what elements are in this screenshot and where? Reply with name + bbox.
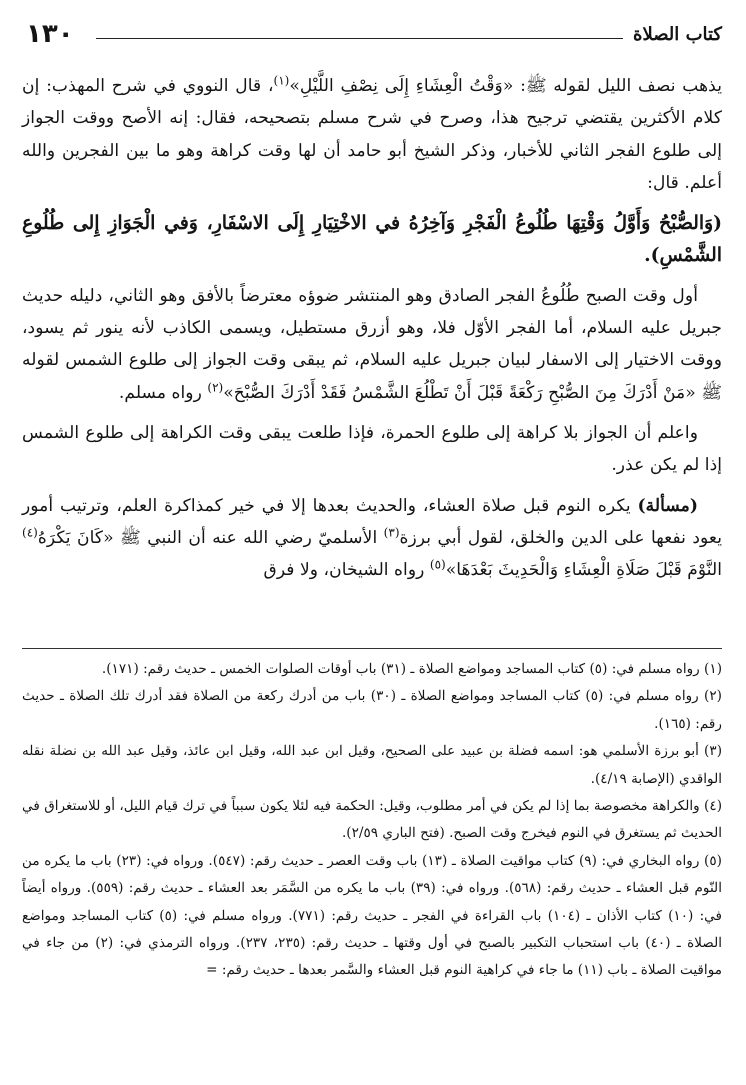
footnote-5: (٥) رواه البخاري في: (٩) كتاب مواقيت الصلاة ـ (١٣) باب وقت العصر ـ حديث رقم: (٥٤٧). ورواه في: (٢٣) باب ما يكره من النّوم قبل العشاء ـ حديث رقم: (٥٦٨). ورواه في: (٣٩) باب ما يكره من السَّمَر بعد العشاء ـ حديث رقم: (٥٥٩). ورواه أيضاً في: (١٠) كتاب الأذان ـ (١٠٤) باب القراءة في الفجر ـ حديث رقم: (٧٧١). ورواه مسلم في: (٥) كتاب المساجد ومواضع الصلاة ـ (٤٠) باب استحباب التكبير بالصبح في أول وقتها ـ حديث رقم: (٢٣٥، ٢٣٧). ورواه الترمذي في: (٢) من جاء في مواقيت الصلاة ـ باب (١١) ما جاء في كراهية النوم قبل العشاء والسَّمر بعدها ـ حديث رقم: = (22, 852, 723, 979)
footnote-divider (22, 648, 722, 649)
book-page (22, 14, 722, 1074)
footnote-ref-3: (٣) (383, 525, 400, 540)
footnote-1: (١) رواه مسلم في: (٥) كتاب المساجد ومواضع الصلاة ـ (٣١) باب أوقات الصلوات الخمس ـ حديث رقم: (١٧١). (101, 661, 722, 677)
main-text (22, 70, 722, 586)
paragraph-4: واعلم أن الجواز بلا كراهة إلى طلوع الحمرة، فإذا طلعت يبقى وقت الكراهة إلى طلوع الشمس إذا لم يكن عذر. (22, 422, 722, 476)
hadith-quote-1: «وَقْتُ الْعِشَاءِ إِلَى نِصْفِ اللَّيْلِ» (289, 76, 514, 96)
footnote-ref-5: (٥) (429, 557, 446, 572)
matn-text: (وَالصُّبْحُ وَأَوَّلُ وَقْتِهَا طُلُوعُ الْفَجْرِ وَآخِرُهُ في الاخْتِيَارِ إِلَى الاسْفَارِ، وَفي الْجَوَازِ إِلى طُلُوعِ الشَّمْسِ). (22, 212, 722, 267)
footnote-ref-2: (٢) (207, 379, 224, 394)
footnote-3: (٣) أبو برزة الأسلمي هو: اسمه فضلة بن عبيد على الصحيح، وقيل ابن عبد الله، وقيل ابن عائذ، وقيل عبد الله بن نضلة نقله الواقدي (الإصابة ٤/١٩). (22, 743, 722, 787)
paragraph-3 (22, 280, 722, 409)
footnote-2: (٢) رواه مسلم في: (٥) كتاب المساجد ومواضع الصلاة ـ (٣٠) باب من أدرك ركعة من الصلاة فقد أدرك تلك الصلاة ـ حديث رقم: (١٦٥). (22, 688, 722, 732)
footnote-4: (٤) والكراهة مخصوصة بما إذا لم يكن في أمر مطلوب، وقيل: الحكمة فيه لئلا يكون سبباً في ترك قيام الليل، أو للاستغراق في الحديث ثم يستغرق في النوم فيخرج وقت الصبح. (فتح الباري ٢/٥٩). (22, 798, 722, 842)
header-rule (96, 38, 623, 39)
footnote-ref-1: (١) (273, 73, 290, 88)
page-number: ١٣٠ (26, 19, 74, 49)
hadith-quote-3b: النَّوْمَ قَبْلَ صَلَاةِ الْعِشَاءِ وَالْحَدِيثَ بَعْدَهَا» (445, 560, 722, 581)
paragraph-3-rest: رواه مسلم. (118, 382, 208, 403)
paragraph-5-part-2: الأسلميّ رضي الله عنه أن النبي ﷺ (113, 527, 384, 548)
page-header (22, 14, 722, 54)
footnote-ref-4: (٤) (22, 525, 38, 540)
paragraph-3-lead: أول وقت الصبح طُلُوعُ الفجر الصادق وهو المنتشر ضوؤه معترضاً بالأفق وهو الثاني، دليله حديث جبريل عليه السلام، أما الفجر الأوّل فلا، وهو أزرق مستطيل، ويسمى الكاذب لأنه ينور ثم يسود، ووقت الاختيار إلى الاسفار لبيان جبريل عليه السلام، ثم يبقى وقت الجواز إلى طلوع الشمس لقوله ﷺ (22, 285, 722, 403)
hadith-quote-3a: «كَانَ يَكْرَهُ (37, 527, 114, 548)
paragraph-5-rest: رواه الشيخان، ولا فرق (263, 560, 430, 581)
masala-term: (مسألة) (637, 495, 698, 516)
paragraph-5 (22, 490, 722, 587)
hadith-quote-2: «مَنْ أَدْرَكَ مِنَ الصُّبْحِ رَكْعَةً قَبْلَ أَنْ تَطْلُعَ الشَّمْسُ فَقَدْ أَدْرَكَ الصُّبْحَ» (223, 382, 696, 403)
paragraph-5-part-1: يكره النوم قبل صلاة العشاء، والحديث بعدها إلا في خير كمذاكرة العلم، وترتيب أمور يعود نفعها على الدين والخلق، لقول أبي برزة (22, 495, 722, 548)
paragraph-1 (22, 70, 722, 199)
book-title: كتاب الصلاة (633, 23, 722, 45)
paragraph-1-rest: ، قال النووي في شرح المهذب: إن كلام الأكثرين يقتضي ترجيح هذا، وصرح في شرح مسلم بتصحيحه، فقال: إنه الأصح ووقت الجواز إلى طلوع الفجر الثاني للأخبار، وذكر الشيخ أبو حامد أن لها وقت كراهة وهو ما بين الفجرين والله أعلم. قال: (22, 76, 722, 193)
footnotes (22, 656, 722, 985)
paragraph-1-lead: يذهب نصف الليل لقوله ﷺ: (513, 76, 722, 96)
